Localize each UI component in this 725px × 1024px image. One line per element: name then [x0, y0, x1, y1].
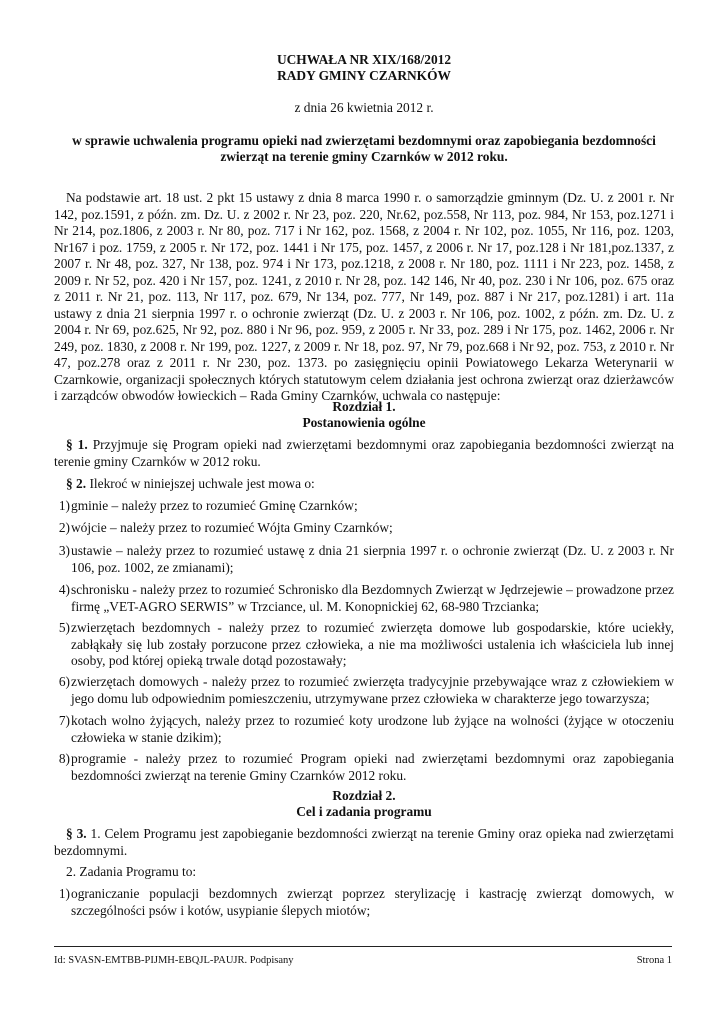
chapter-1-heading: Rozdział 1. [332, 399, 396, 414]
resolution-date: z dnia 26 kwietnia 2012 r. [294, 100, 434, 115]
document-page: UCHWAŁA NR XIX/168/2012 RADY GMINY CZARNKÓW z dnia 26 kwietnia 2012 r. w sprawie uchwalenia programu opieki nad zwierzętami bezdomnymi oraz zapobiegania bezdomności zwierząt na terenie gminy Czarnków w 2012 roku. Na podstawie art. 18 ust. 2 pkt 15 ustawy z dnia 8 marca 1990 r. o samorządzie gminnym (Dz. U. z 2001 r. Nr 142, poz.1591, z późn. zm. Dz. U. z 2002 r. Nr 23, poz. 220, Nr.62, poz.558, Nr 113, poz. 984, Nr 153, poz.1271 i Nr 214, poz.1806, z 2003 r. Nr 80, poz. 717 i Nr 162, poz. 1568, z 2004 r. Nr 102, poz. 1055, Nr 116, poz. 1203, Nr167 i poz. 1759, z 2005 r. Nr 172, poz. 1441 i Nr 175, poz. 1457, z 2006 r. Nr 17, poz.128 i Nr 181,poz.1337, z 2007 r. Nr 48, poz. 327, Nr 138, poz. 974 i Nr 173, poz.1218, z 2008 r. Nr 180, poz. 1111 i Nr 223, poz. 1458, z 2009 r. Nr 52, poz. 420 i Nr 157, poz. 1241, z 2010 r. Nr 28, poz. 142 146, Nr 40, poz. 230 i Nr 106, poz. 675 oraz z 2011 r. Nr 21, poz. 113, Nr 117, poz. 679, Nr 134, poz. 777, Nr 149, poz. 887 i Nr 217, poz.1281) i art. 11a ustawy z dnia 21 sierpnia 1997 r. o ochronie zwierząt (Dz. U. z 2003 r. Nr 106, poz. 1002, z późn. zm. Dz. U. z 2004 r. Nr 69, poz.625, Nr 92, poz. 880 i Nr 96, poz. 959, z 2005 r. Nr 33, poz. 289 i Nr 175, poz. 1462, 2006 r. Nr 249, poz. 1830, z 2008 r. Nr 199, poz. 1227, z 2009 r. Nr 18, poz. 97, Nr 79, poz.668 i Nr 92, poz. 753, z 2010 r. Nr 47, poz.278 oraz z 2011 r. Nr 230, poz. 1373. po zasięgnięciu opinii Powiatowego Lekarza Weterynarii w Czarnkowie, organizacji społecznych których statutowym celem działania jest ochrona zwierząt oraz dzierżawców i zarządców obwodów łowieckich – Rada Gminy Czarnków, uchwala co następuje: Rozdział 1. Postanowienia ogólne § 1. Przyjmuje się Program opieki nad zwierzętami bezdomnymi oraz zapobiegania bezdomności zwierząt na terenie gminy Czarnków w 2012 roku. § 2. Ilekroć w niniejszej uchwale jest mowa o: 1) gminie – należy przez to rozumieć Gminę Czarnków; 2) wójcie – należy przez to rozumieć Wójta Gminy Czarnków; 3) ustawie – należy przez to rozumieć ustawę z dnia 21 sierpnia 1997 r. o ochronie zwierząt (Dz. U. z 2003 r. Nr 106, poz. 1002, ze zmianami); 4) schronisku - należy przez to rozumieć Schronisko dla Bezdomnych Zwierząt w Jędrzejewie – prowadzone przez firmę „VET-AGRO SERWIS” w Trzciance, ul. M. Konopnickiej 62, 68-980 Trzcianka; 5) zwierzętach bezdomnych - należy przez to rozumieć zwierzęta domowe lub gospodarskie, które uciekły, zabłąkały się lub zostały porzucone przez człowieka, a nie ma możliwości ustalenia ich właściciela lub innej osoby, pod której opieką trwale dotąd pozostawały; 6) zwierzętach domowych - należy przez to rozumieć zwierzęta tradycyjnie przebywające wraz z człowiekiem w jego domu lub odpowiednim pomieszczeniu, utrzymywane przez człowieka w charakterze jego towarzysza; 7) kotach wolno żyjących, należy przez to rozumieć koty urodzone lub żyjące na wolności (żyjące w otoczeniu człowieka w stanie dzikim); 8) programie - należy przez to rozumieć Program opieki nad zwierzętami bezdomnymi oraz zapobiegania bezdomności zwierząt na terenie Gminy Czarnków 2012 roku. Rozdział 2. Cel i zadania programu § 3. 1. Celem Programu jest zapobieganie bezdomności zwierząt na terenie Gminy oraz opieka nad zwierzętami bezdomnymi. 2. Zadania Programu to: 1) ograniczanie populacji bezdomnych zwierząt poprzez sterylizację i kastrację zwierząt domowych, w szczególności psów i kotów, usypianie ślepych miotów; Id: SVASN-EMTBB-PIJMH-EBQJL-PAUJR. Podpisany Strona 1 [0, 0, 725, 1024]
footer-divider [54, 946, 672, 947]
resolution-number: UCHWAŁA NR XIX/168/2012 [276, 52, 452, 67]
chapter-2-heading: Rozdział 2. [332, 788, 396, 803]
document-id: Id: SVASN-EMTBB-PIJMH-EBQJL-PAUJR. Podpisany [54, 955, 294, 966]
paragraph-3-text: 1. Celem Programu jest zapobieganie bezdomności zwierząt na terenie Gminy oraz opieka nad zwierzętami bezdomnymi. [54, 826, 674, 858]
tasks-intro: 2. Zadania Programu to: [66, 864, 197, 879]
chapter-1-title: Postanowienia ogólne [302, 415, 426, 430]
subject-line-2: zwierząt na terenie gminy Czarnków w 2012 roku. [220, 149, 508, 164]
paragraph-3-mark: § 3. [66, 826, 87, 841]
paragraph-1-mark: § 1. [66, 437, 88, 452]
chapter-2-title: Cel i zadania programu [296, 804, 432, 819]
paragraph-2-text: Ilekroć w niniejszej uchwale jest mowa o: [86, 476, 315, 491]
paragraph-2 [54, 476, 674, 493]
subject-line-1: w sprawie uchwalenia programu opieki nad zwierzętami bezdomnymi oraz zapobiegania bezdomności [72, 133, 656, 148]
council-name: RADY GMINY CZARNKÓW [277, 68, 451, 83]
paragraph-2-mark: § 2. [66, 476, 87, 491]
preamble: Na podstawie art. 18 ust. 2 pkt 15 ustawy z dnia 8 marca 1990 r. o samorządzie gminnym (Dz. U. z 2001 r. Nr 142, poz.1591, z późn. zm. Dz. U. z 2002 r. Nr 23, poz. 220, Nr.62, poz.558, Nr 113, poz. 984, Nr 153, poz.1271 i Nr 214, poz.1806, z 2003 r. Nr 80, poz. 717 i Nr 162, poz. 1568, z 2004 r. Nr 102, poz. 1055, Nr 116, poz. 1203, Nr167 i poz. 1759, z 2005 r. Nr 172, poz. 1441 i Nr 175, poz. 1457, z 2006 r. Nr 17, poz.128 i Nr 181,poz.1337, z 2007 r. Nr 48, poz. 327, Nr 138, poz. 974 i Nr 173, poz.1218, z 2008 r. Nr 180, poz. 1111 i Nr 223, poz. 1458, z 2009 r. Nr 52, poz. 420 i Nr 157, poz. 1241, z 2010 r. Nr 28, poz. 142 146, Nr 40, poz. 230 i Nr 106, poz. 675 oraz z 2011 r. Nr 21, poz. 113, Nr 117, poz. 679, Nr 134, poz. 777, Nr 149, poz. 887 i Nr 217, poz.1281) i art. 11a ustawy z dnia 21 sierpnia 1997 r. o ochronie zwierząt (Dz. U. z 2003 r. Nr 106, poz. 1002, z późn. zm. Dz. U. z 2004 r. Nr 69, poz.625, Nr 92, poz. 880 i Nr 96, poz. 959, z 2005 r. Nr 33, poz. 289 i Nr 175, poz. 1462, 2006 r. Nr 249, poz. 1830, z 2008 r. Nr 199, poz. 1227, z 2009 r. Nr 18, poz. 97, Nr 79, poz.668 i Nr 92, poz. 753, z 2010 r. Nr 47, poz.278 oraz z 2011 r. Nr 230, poz. 1373. po zasięgnięciu opinii Powiatowego Lekarza Weterynarii w Czarnkowie, organizacji społecznych których statutowym celem działania jest ochrona zwierząt oraz dzierżawców i zarządców obwodów łowieckich – Rada Gminy Czarnków, uchwala co następuje: [54, 190, 674, 403]
paragraph-1-text: Przyjmuje się Program opieki nad zwierzętami bezdomnymi oraz zapobiegania bezdomności zwierząt na terenie gminy Czarnków w 2012 roku. [54, 437, 674, 469]
paragraph-3 [54, 826, 674, 859]
paragraph-1 [54, 437, 674, 470]
page-number: Strona 1 [636, 955, 672, 966]
